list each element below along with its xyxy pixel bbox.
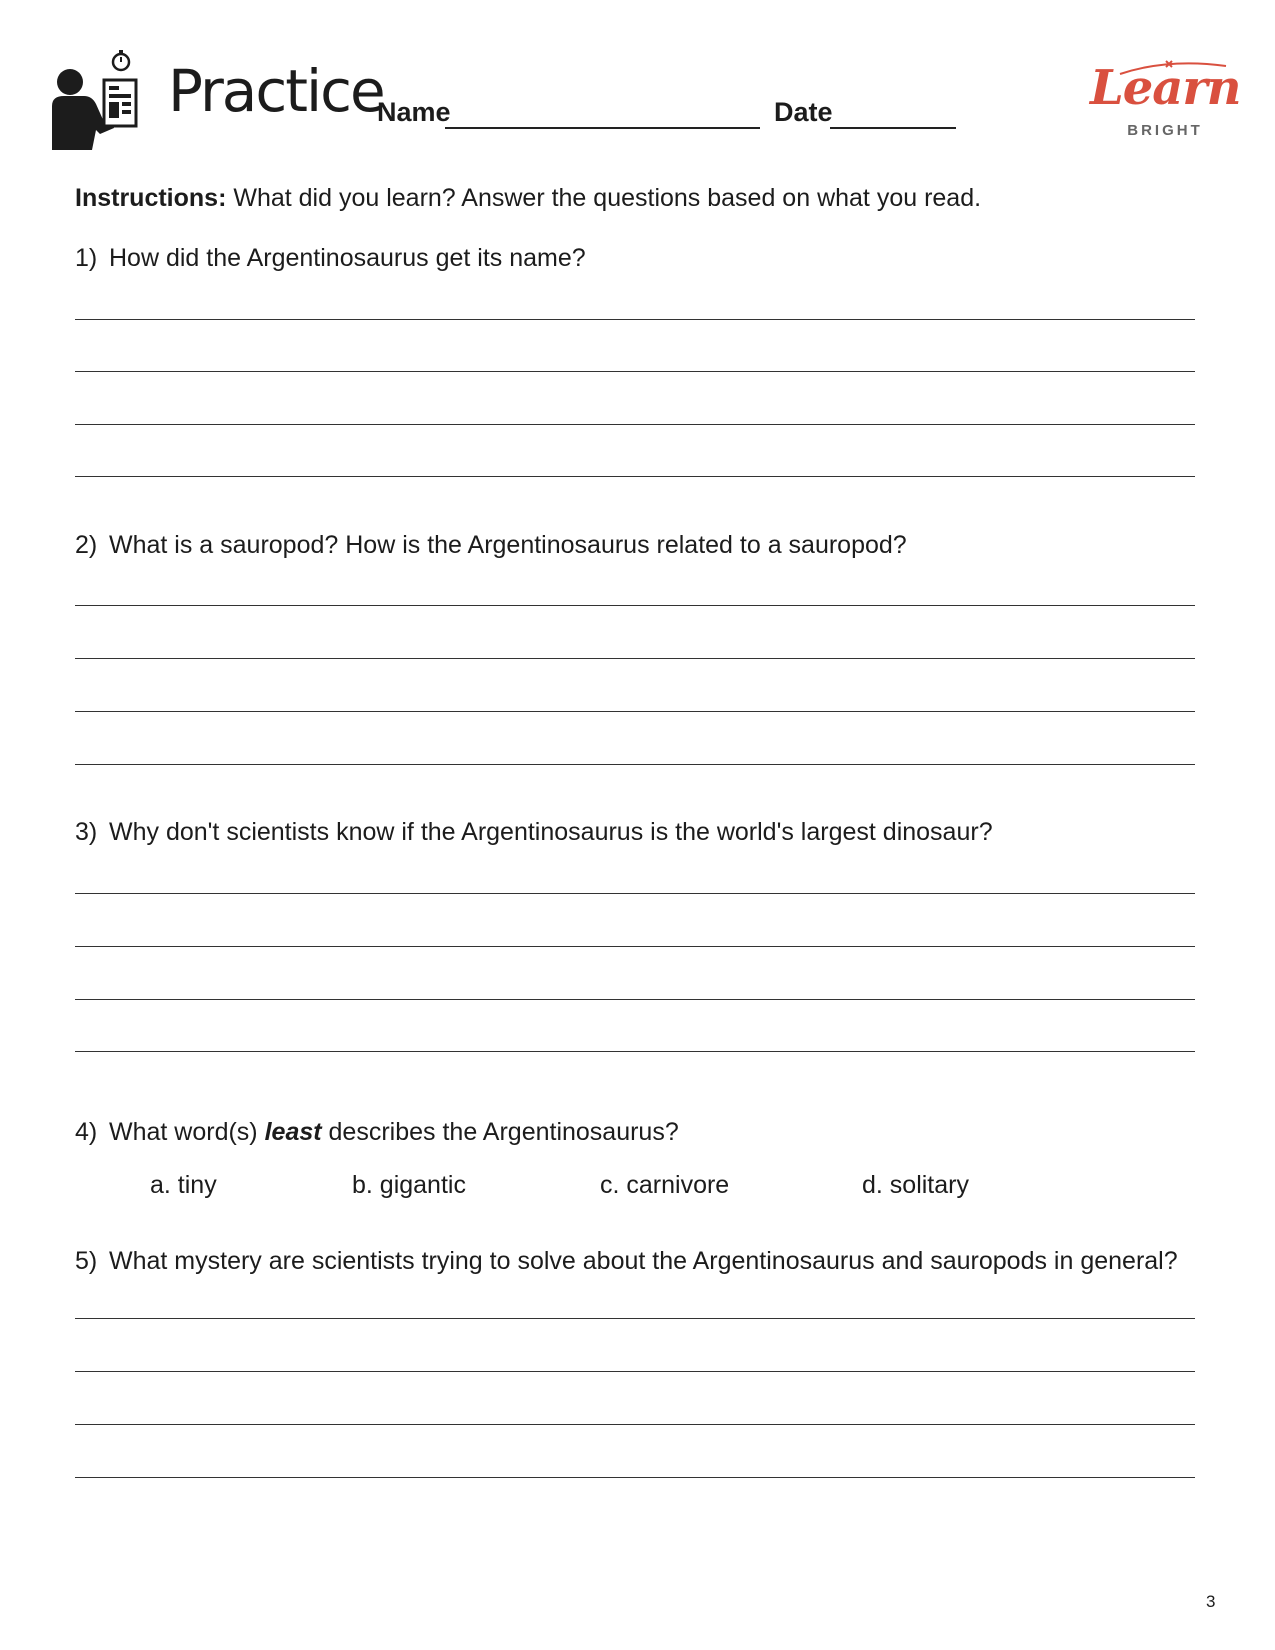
choice-b[interactable]: b. gigantic [352, 1171, 466, 1199]
name-field[interactable] [445, 127, 760, 129]
question-number: 2) [75, 531, 98, 559]
answer-line[interactable] [75, 893, 1195, 894]
question-number: 4) [75, 1118, 98, 1146]
date-label: Date [774, 97, 833, 127]
page-title: Practice [168, 57, 384, 125]
answer-line[interactable] [75, 658, 1195, 659]
teacher-presenting-icon [52, 50, 138, 156]
question-text: What mystery are scientists trying to solve about the Argentinosaurus and sauropods in general? [109, 1247, 1178, 1275]
instructions-label: Instructions: [75, 184, 227, 212]
question-text-after: describes the Argentinosaurus? [321, 1118, 679, 1146]
question-number: 3) [75, 818, 98, 846]
question-3 [75, 818, 993, 847]
answer-line[interactable] [75, 764, 1195, 765]
question-text-before: What word(s) [109, 1118, 265, 1146]
instructions [75, 184, 981, 213]
question-4 [75, 1118, 679, 1147]
choice-d[interactable]: d. solitary [862, 1171, 969, 1199]
answer-line[interactable] [75, 424, 1195, 425]
question-emphasis: least [264, 1118, 322, 1146]
choice-c[interactable]: c. carnivore [600, 1171, 730, 1199]
answer-line[interactable] [75, 946, 1195, 947]
question-2 [75, 531, 907, 560]
question-number: 5) [75, 1247, 98, 1275]
instructions-text: What did you learn? Answer the questions based on what you read. [233, 184, 982, 212]
question-number: 1) [75, 244, 98, 272]
logo-subtext: BRIGHT [1127, 122, 1203, 139]
logo-wordmark: Learn [1090, 60, 1241, 116]
question-5 [75, 1247, 1178, 1276]
answer-line[interactable] [75, 605, 1195, 606]
answer-line[interactable] [75, 1318, 1195, 1319]
question-text: Why don't scientists know if the Argentinosaurus is the world's largest dinosaur? [109, 818, 993, 846]
answer-line[interactable] [75, 371, 1195, 372]
answer-line[interactable] [75, 711, 1195, 712]
choice-a[interactable]: a. tiny [150, 1171, 217, 1199]
answer-line[interactable] [75, 1051, 1195, 1052]
learn-bright-logo [1090, 60, 1241, 142]
answer-line[interactable] [75, 999, 1195, 1000]
answer-line[interactable] [75, 476, 1195, 477]
question-text: What is a sauropod? How is the Argentinosaurus related to a sauropod? [109, 531, 907, 559]
question-1 [75, 244, 586, 273]
worksheet-header [0, 0, 1275, 170]
answer-line[interactable] [75, 1424, 1195, 1425]
question-text: How did the Argentinosaurus get its name? [109, 244, 586, 272]
page-number: 3 [1206, 1592, 1216, 1611]
answer-line[interactable] [75, 1371, 1195, 1372]
answer-line[interactable] [75, 319, 1195, 320]
answer-line[interactable] [75, 1477, 1195, 1478]
name-label: Name [377, 97, 451, 127]
date-field[interactable] [830, 127, 956, 129]
